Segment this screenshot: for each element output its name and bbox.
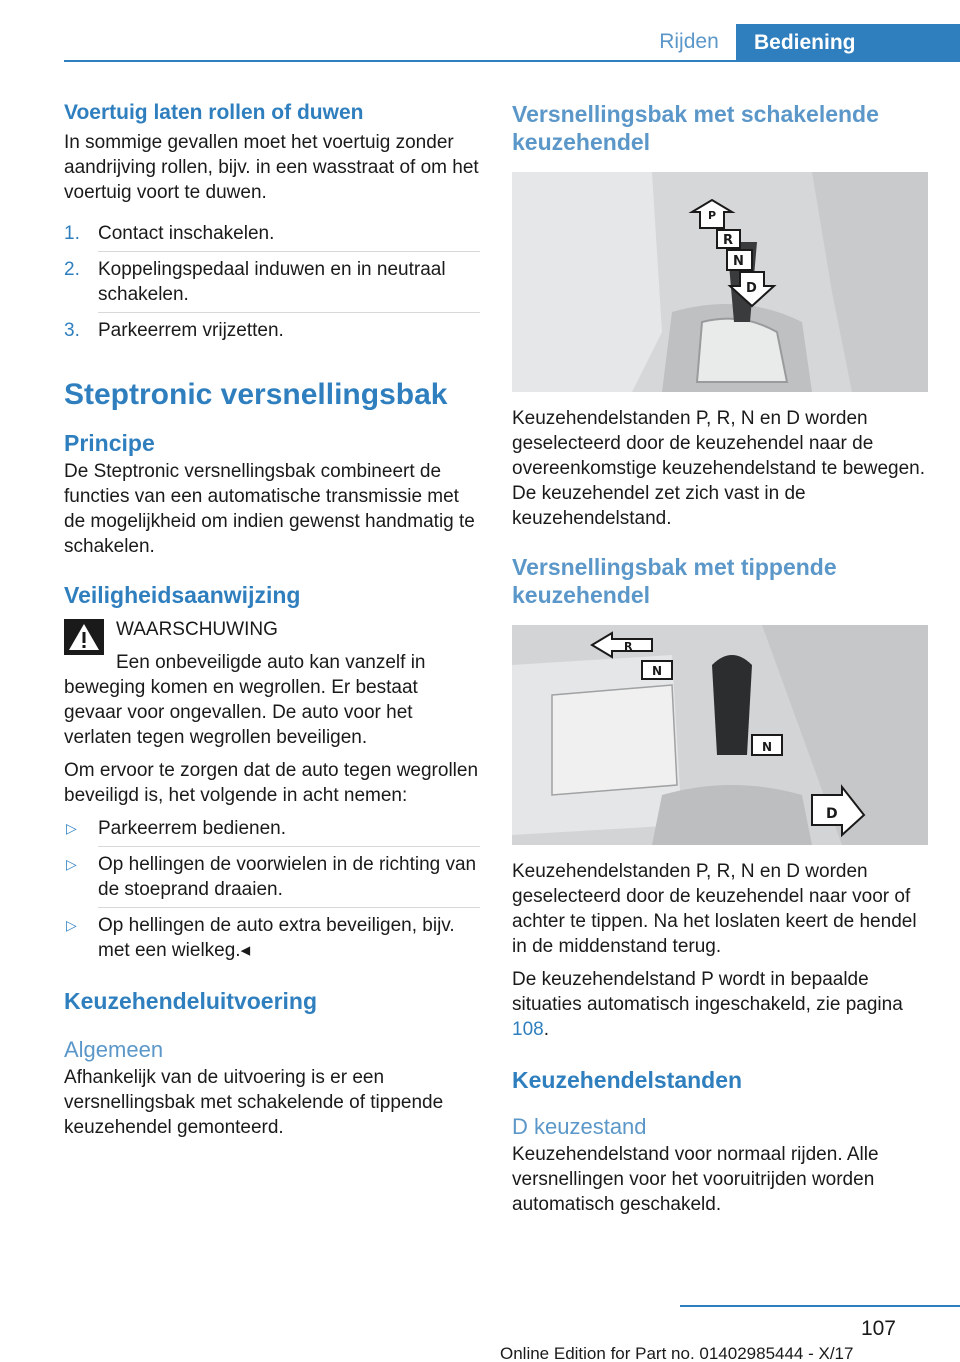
section-title-schakelend: Versnellingsbak met schakelende keuzehendel <box>512 101 879 155</box>
list-divider <box>98 251 480 252</box>
paragraph-d: Keuzehendelstand voor normaal rijden. Alle versnellingen voor het vooruitrijden worden automatisch geschakeld. <box>512 1144 879 1215</box>
subsection-title-algemeen: Algemeen <box>64 1037 164 1062</box>
triangle-bullet-icon: ▷ <box>66 856 77 872</box>
list-divider <box>98 907 480 908</box>
edition-note: Online Edition for Part no. 01402985444 - X/17 <box>500 1344 854 1362</box>
list-item: ▷ Op hellingen de auto extra beveiligen, bijv. met een wielkeg.◂ <box>66 915 455 961</box>
page-link[interactable]: 108 <box>512 1019 544 1040</box>
warning-text: Een onbeveiligde auto kan vanzelf in beweging komen en wegrollen. Er bestaat gevaar voor ongevallen. De auto voor het verlaten tegen wegrollen beveiligen. <box>64 652 426 748</box>
section-title-standen: Keuzehendelstanden <box>512 1067 743 1093</box>
page-header <box>64 24 960 62</box>
fig1-label-d: D <box>746 281 757 296</box>
paragraph-tippend: Keuzehendelstanden P, R, N en D worden geselecteerd door de keuzehendel naar voor of achter te tippen. Na het loslaten keert de hendel in de middenstand terug. <box>512 861 917 957</box>
list-divider <box>98 312 480 313</box>
warning-block <box>64 617 480 642</box>
section-title-tippend: Versnellingsbak met tippende keuzehendel <box>512 554 837 608</box>
list-item: 1. Contact inschakelen. <box>64 223 275 244</box>
figure-shift-lever <box>512 172 928 392</box>
fig2-label-d: D <box>826 806 838 822</box>
left-column <box>64 100 480 1140</box>
section-title-veiligheid: Veiligheidsaanwijzing <box>64 582 301 608</box>
shift-lever-illustration <box>512 172 928 392</box>
paragraph-tippend-2: De keuzehendelstand P wordt in bepaalde situaties automatisch ingeschakeld, zie pagina 108. <box>512 969 903 1040</box>
fig2-label-r: R <box>624 640 633 653</box>
footer-rule <box>680 1305 960 1307</box>
page-number: 107 <box>860 1317 896 1340</box>
section-title-uitvoering: Keuzehendeluitvoering <box>64 988 318 1014</box>
tab-bediening[interactable]: Bediening <box>736 24 960 62</box>
paragraph-schakelend: Keuzehendelstanden P, R, N en D worden geselecteerd door de keuzehendel naar de overeenkomstige keuzehendelstand te bewegen. De keuzehendel zet zich vast in de keuzehendelstand. <box>512 408 926 529</box>
triangle-bullet-icon: ▷ <box>66 820 77 836</box>
subsection-title-d: D keuzestand <box>512 1114 647 1139</box>
list-item: 3. Parkeerrem vrijzetten. <box>64 320 284 341</box>
list-item: ▷ Parkeerrem bedienen. <box>66 818 286 839</box>
tab-rijden[interactable]: Rijden <box>642 24 736 60</box>
triangle-bullet-icon: ▷ <box>66 917 77 933</box>
paragraph-algemeen: Afhankelijk van de uitvoering is er een versnellingsbak met schakelende of tippende keuzehendel gemonteerd. <box>64 1067 444 1138</box>
figure-tip-lever <box>512 625 928 845</box>
fig1-label-n: N <box>733 254 744 269</box>
steps-list <box>64 221 480 343</box>
right-column <box>512 100 928 1217</box>
fig1-label-r: R <box>723 233 734 248</box>
fig2-label-n2: N <box>762 740 773 754</box>
header-rule <box>64 60 960 62</box>
section-title-rollen: Voertuig laten rollen of duwen <box>64 101 364 124</box>
paragraph-rollen: In sommige gevallen moet het voertuig zonder aandrijving rollen, bijv. in een wasstraat of om het voertuig voort te duwen. <box>64 132 479 203</box>
paragraph-safety-intro: Om ervoor te zorgen dat de auto tegen wegrollen beveiligd is, het volgende in acht nemen: <box>64 760 479 806</box>
chapter-title: Steptronic versnellingsbak <box>64 378 448 411</box>
list-divider <box>98 846 480 847</box>
tip-lever-illustration <box>512 625 928 845</box>
list-item: ▷ Op hellingen de voorwielen in de richting van de stoeprand draaien. <box>66 854 477 900</box>
bullet-list <box>64 816 480 963</box>
paragraph-principe: De Steptronic versnellingsbak combineert de functies van een automatische transmissie met de mogelijkheid om indien gewenst handmatig te schakelen. <box>64 461 475 557</box>
warning-triangle-icon <box>64 619 104 655</box>
section-title-principe: Principe <box>64 430 155 456</box>
warning-label: WAARSCHUWING <box>116 619 278 640</box>
fig2-label-n1: N <box>652 664 663 678</box>
list-item: 2. Koppelingspedaal induwen en in neutraal schakelen. <box>64 259 446 305</box>
fig1-label-p: P <box>708 209 717 222</box>
